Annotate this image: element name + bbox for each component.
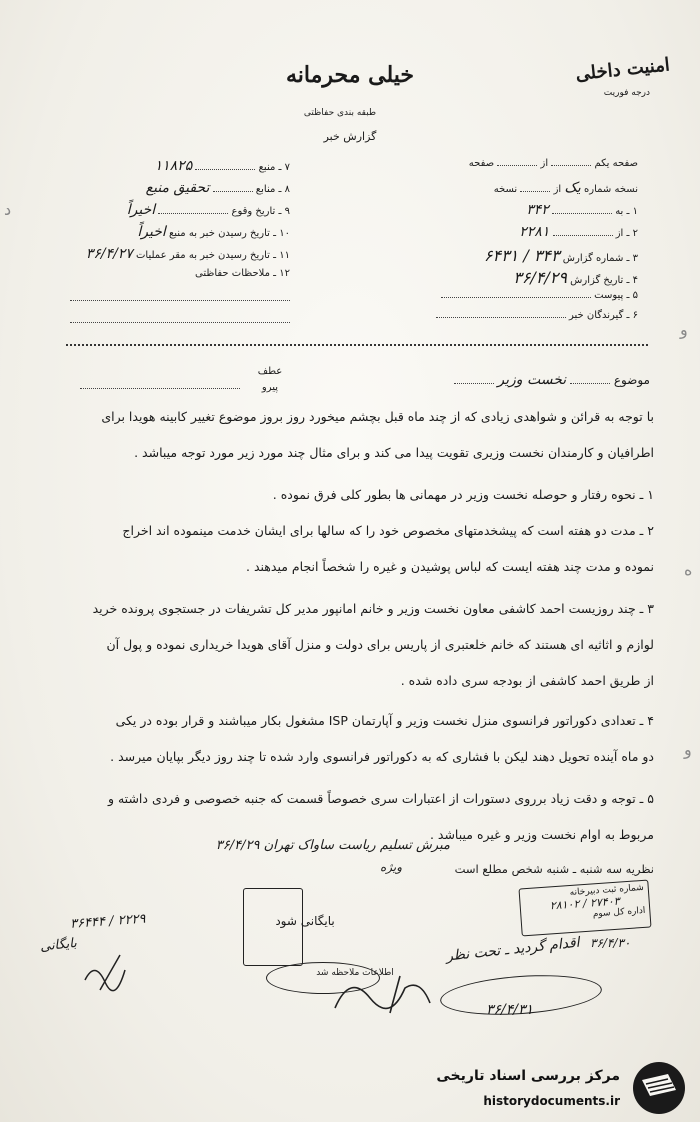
- field-12: [60, 268, 290, 279]
- field-2: [380, 224, 638, 240]
- field-10-label: ۱۰ ـ تاریخ رسیدن خبر به منبع: [168, 228, 290, 239]
- field-3-value: ۳۴۳ / ۶۴۳۱: [483, 246, 560, 265]
- page-label: صفحه یکم: [594, 158, 638, 169]
- field-2-label: ۲ ـ از: [615, 228, 638, 239]
- field-10-value: اخیراً: [137, 224, 166, 240]
- field-1-value: ۳۴۲: [526, 202, 549, 218]
- page-of: از: [540, 158, 549, 169]
- margin-mark: ﻭ: [680, 320, 688, 339]
- field-4-value: ۳۶/۴/۲۹: [513, 268, 567, 287]
- archive-stamp-text: بایگانی شود: [275, 914, 335, 928]
- field-5-label: ۵ ـ پیوست: [594, 290, 638, 301]
- body-line: مربوط به اوام نخست وزیر و غیره میباشد .: [429, 827, 654, 842]
- report-title: گزارش خبر: [323, 130, 377, 143]
- handwritten-note: مبرش تسلیم ریاست ساواک تهران ۳۶/۴/۲۹: [215, 838, 450, 853]
- field-5: [380, 290, 638, 301]
- body-line: ۳ ـ چند روزیست احمد کاشفی معاون نخست وزیر و خانم امانپور مدیر کل تشریفات در جستجوی پرونده خرید: [92, 601, 654, 616]
- opinion-line: نظریه سه شنبه ـ شنبه شخص مطلع است: [454, 862, 654, 876]
- left-handwritten-number: ۳۶۴۴۴ / ۲۲۲۹: [69, 911, 147, 932]
- opinion-signature: ویژه: [380, 860, 403, 874]
- archive-url: historydocuments.ir: [483, 1094, 620, 1108]
- dotted-line: [80, 388, 240, 389]
- field-3: [380, 246, 638, 265]
- copy-number-field: [380, 180, 638, 196]
- separator-line: [66, 344, 648, 346]
- field-11: [50, 246, 290, 262]
- dotted-line: [70, 300, 290, 301]
- stamp-line-3: اداره کل سوم: [592, 905, 646, 920]
- body-line: ۱ ـ نحوه رفتار و حوصله نخست وزیر در مهمانی ها بطور کلی فرق نموده .: [272, 487, 654, 502]
- left-handwritten-note: بایگانی: [39, 935, 78, 955]
- corner-subtitle: درجه فوریت: [603, 88, 650, 98]
- signature-scribble-icon: [330, 968, 450, 1018]
- field-4: [380, 268, 638, 287]
- field-8-label: ۸ ـ منابع: [255, 184, 290, 195]
- field-7-value: ۱۱۸۲۵: [154, 158, 193, 174]
- reference-label: عطف: [257, 366, 283, 377]
- classification-subtitle: طبقه بندی حفاظتی: [303, 108, 377, 118]
- subject-row: [370, 372, 650, 388]
- subject-value: نخست وزیر: [497, 372, 567, 388]
- field-4-label: ۴ ـ تاریخ گزارش: [570, 275, 638, 286]
- field-8-value: تحقیق منبع: [145, 180, 210, 196]
- field-11-label: ۱۱ ـ تاریخ رسیدن خبر به مقر عملیات: [136, 250, 290, 261]
- field-10: [60, 224, 290, 240]
- margin-mark: ﻩ: [684, 560, 693, 579]
- copy-total: نسخه: [493, 184, 518, 195]
- field-9: [60, 202, 290, 218]
- field-6-label: ۶ ـ گیرندگان خبر: [568, 310, 638, 321]
- subject-label: موضوع: [613, 373, 650, 387]
- field-8: [60, 180, 290, 196]
- body-line: ۴ ـ تعدادی دکوراتور فرانسوی منزل نخست وزیر و آپارتمان ISP مشغول بکار میباشند و قرار بوده در یکی: [115, 713, 654, 728]
- field-1-label: ۱ ـ به: [615, 206, 638, 217]
- stamp-line-2: ۲۸۱۰۲ / ۲۷۴۰۳: [549, 894, 620, 913]
- field-12-label: ۱۲ ـ ملاحظات حفاظتی: [195, 268, 290, 279]
- body-line: با توجه به قرائن و شواهدی زیادی که از چند ماه قبل بچشم میخورد روز بروز موضوع تغییر کابینه هویدا برای: [101, 409, 654, 424]
- field-3-label: ۳ ـ شماره گزارش: [562, 253, 638, 264]
- field-7-label: ۷ ـ منبع: [258, 162, 290, 173]
- copy-label: نسخه شماره: [584, 184, 638, 195]
- classification-heading: خیلی محرمانه: [285, 62, 415, 88]
- scribble-icon: [80, 950, 140, 1000]
- oval-stamp-text: اطلاعات ملاحظه شد: [316, 968, 394, 978]
- signature-line: اقدام گردید ـ تحت نظر: [445, 934, 581, 965]
- copy-of: از: [553, 184, 562, 195]
- field-9-value: اخیراً: [126, 202, 156, 218]
- margin-mark: ﻭ: [684, 740, 692, 759]
- field-9-label: ۹ ـ تاریخ وقوع: [231, 206, 290, 217]
- signature-date: ۳۶/۴/۳۱: [486, 1002, 534, 1018]
- body-line: ۵ ـ توجه و دقت زیاد برروی دستورات از اعتبارات سری خصوصاً قسمت که جنبه خصوصی و فردی داشته و: [107, 791, 654, 806]
- stamp-date: ۳۶/۴/۳۰: [590, 936, 631, 950]
- body-line: اطرافیان و کارمندان نخست وزیری تقویت پیدا می کند و برای مثال چند مورد زیر مورد توجه میباشد .: [134, 445, 654, 460]
- field-11-value: ۳۶/۴/۲۷: [85, 246, 133, 262]
- body-line: ۲ ـ مدت دو هفته است که پیشخدمتهای مخصوص خود را که سالها برای ایشان خدمت مینموده اند اخراج: [122, 523, 654, 538]
- field-1: [380, 202, 638, 218]
- archive-org-name: مرکز بررسی اسناد تاریخی: [436, 1068, 620, 1084]
- dotted-line: [70, 322, 290, 323]
- field-7: [60, 158, 290, 174]
- body-line: نموده و مدت چند هفته ایست که لباس پوشیدن و غیره را شخصاً انجام میدهند .: [246, 559, 654, 574]
- page-number-field: [380, 158, 638, 169]
- archive-logo-icon: [628, 1060, 690, 1116]
- body-line: از طریق احمد کاشفی از بودجه سری داده شده .: [400, 673, 654, 688]
- previous-label: پیرو: [261, 382, 279, 393]
- registration-stamp: [518, 880, 651, 937]
- page-total: صفحه: [468, 158, 495, 169]
- body-line: دو ماه آینده تحویل دهند لیکن با فشاری که به دکوراتور فرانسوی وارد شده تا چند روز دیگر بپایان میرسد .: [110, 749, 654, 764]
- stamp-line-1: شماره ثبت دبیرخانه: [569, 882, 645, 899]
- body-line: لوازم و اثاثیه ای هستند که خانم خلعتبری از پاریس برای دولت و منزل آقای هویدا خریداری نموده و پول آن: [106, 637, 654, 652]
- field-2-value: ۲۲۸۱: [519, 224, 550, 240]
- corner-title: امنیت داخلی: [574, 54, 671, 86]
- field-6: [380, 310, 638, 321]
- copy-value: یک: [564, 180, 581, 196]
- margin-mark: ﺩ: [4, 200, 12, 219]
